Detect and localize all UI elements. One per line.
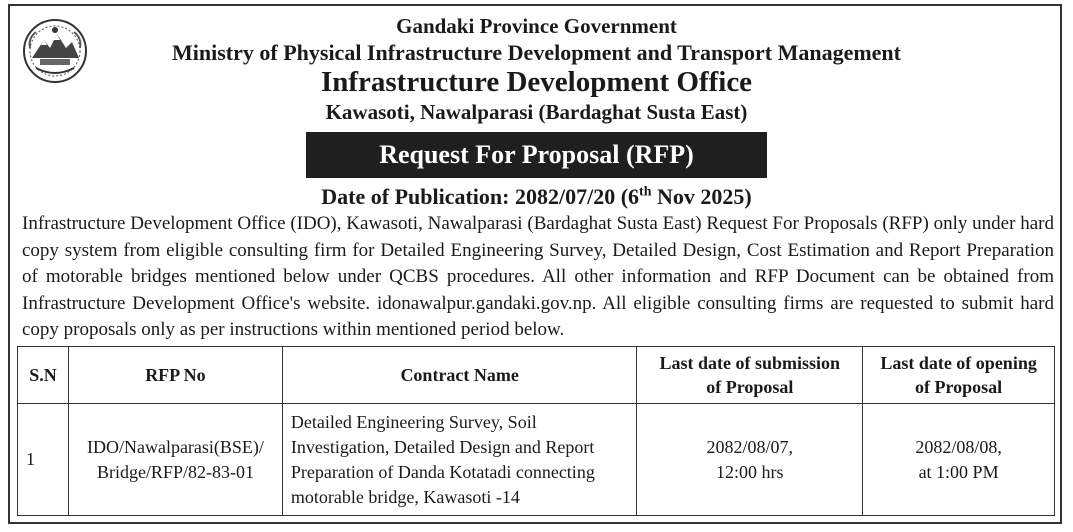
cell-sn: 1 bbox=[18, 404, 69, 516]
header-opening-line1: Last date of opening bbox=[880, 353, 1037, 373]
publication-date bbox=[0, 184, 1073, 210]
header-submission-line1: Last date of submission bbox=[659, 353, 841, 373]
cell-contract-line2: Investigation, Detailed Design and Report bbox=[290, 436, 595, 457]
publication-date-prefix: Date of Publication: 2082/07/20 (6 bbox=[321, 184, 640, 209]
header-submission bbox=[637, 347, 863, 404]
rfp-banner: Request For Proposal (RFP) bbox=[306, 132, 767, 178]
header-contract-name: Contract Name bbox=[282, 347, 637, 404]
cell-rfp-no-line1: IDO/Nawalparasi(BSE)/ bbox=[86, 436, 264, 457]
cell-submission-date bbox=[637, 404, 863, 516]
header-sn: S.N bbox=[18, 347, 69, 404]
cell-rfp-no bbox=[68, 404, 282, 516]
header-submission-line2: of Proposal bbox=[706, 377, 794, 397]
cell-contract-name bbox=[282, 404, 637, 516]
publication-date-ordinal: th bbox=[639, 184, 652, 200]
table-row bbox=[18, 404, 1055, 516]
cell-contract-line3: Preparation of Danda Kotatadi connecting bbox=[290, 461, 595, 482]
header-rfp-no: RFP No bbox=[68, 347, 282, 404]
rfp-table bbox=[17, 346, 1055, 516]
notice-body: Infrastructure Development Office (IDO), Kawasoti, Nawalparasi (Bardaghat Susta East) Request For Proposals (RFP) only under hard copy system from eligible consulting firm for Detailed Engineering Survey, Detailed Design, Cost Estimation and Report Preparation of motorable bridges mentioned below under QCBS procedures. All other information and RFP Document can be obtained from Infrastructure Development Office's website. idonawalpur.gandaki.gov.np. All eligible consulting firms are requested to submit hard copy proposals only as per instructions within mentioned period below. bbox=[22, 213, 1054, 340]
ministry-heading: Ministry of Physical Infrastructure Development and Transport Management bbox=[172, 40, 901, 65]
cell-opening-line1: 2082/08/08, bbox=[915, 436, 1002, 457]
cell-submission-line2: 12:00 hrs bbox=[716, 461, 784, 482]
header-opening-line2: of Proposal bbox=[914, 377, 1003, 397]
government-heading: Gandaki Province Government bbox=[396, 14, 677, 38]
cell-contract-line1: Detailed Engineering Survey, Soil bbox=[290, 411, 537, 432]
location-heading: Kawasoti, Nawalparasi (Bardaghat Susta East) bbox=[325, 100, 748, 124]
office-heading: Infrastructure Development Office bbox=[320, 66, 753, 98]
cell-opening-line2: at 1:00 PM bbox=[918, 461, 999, 482]
cell-rfp-no-line2: Bridge/RFP/82-83-01 bbox=[96, 461, 254, 482]
table-header-row bbox=[18, 347, 1055, 404]
cell-opening-date bbox=[863, 404, 1055, 516]
cell-submission-line1: 2082/08/07, bbox=[706, 436, 794, 457]
header-opening bbox=[863, 347, 1055, 404]
publication-date-suffix: Nov 2025) bbox=[651, 184, 752, 209]
cell-contract-line4: motorable bridge, Kawasoti -14 bbox=[290, 486, 520, 507]
